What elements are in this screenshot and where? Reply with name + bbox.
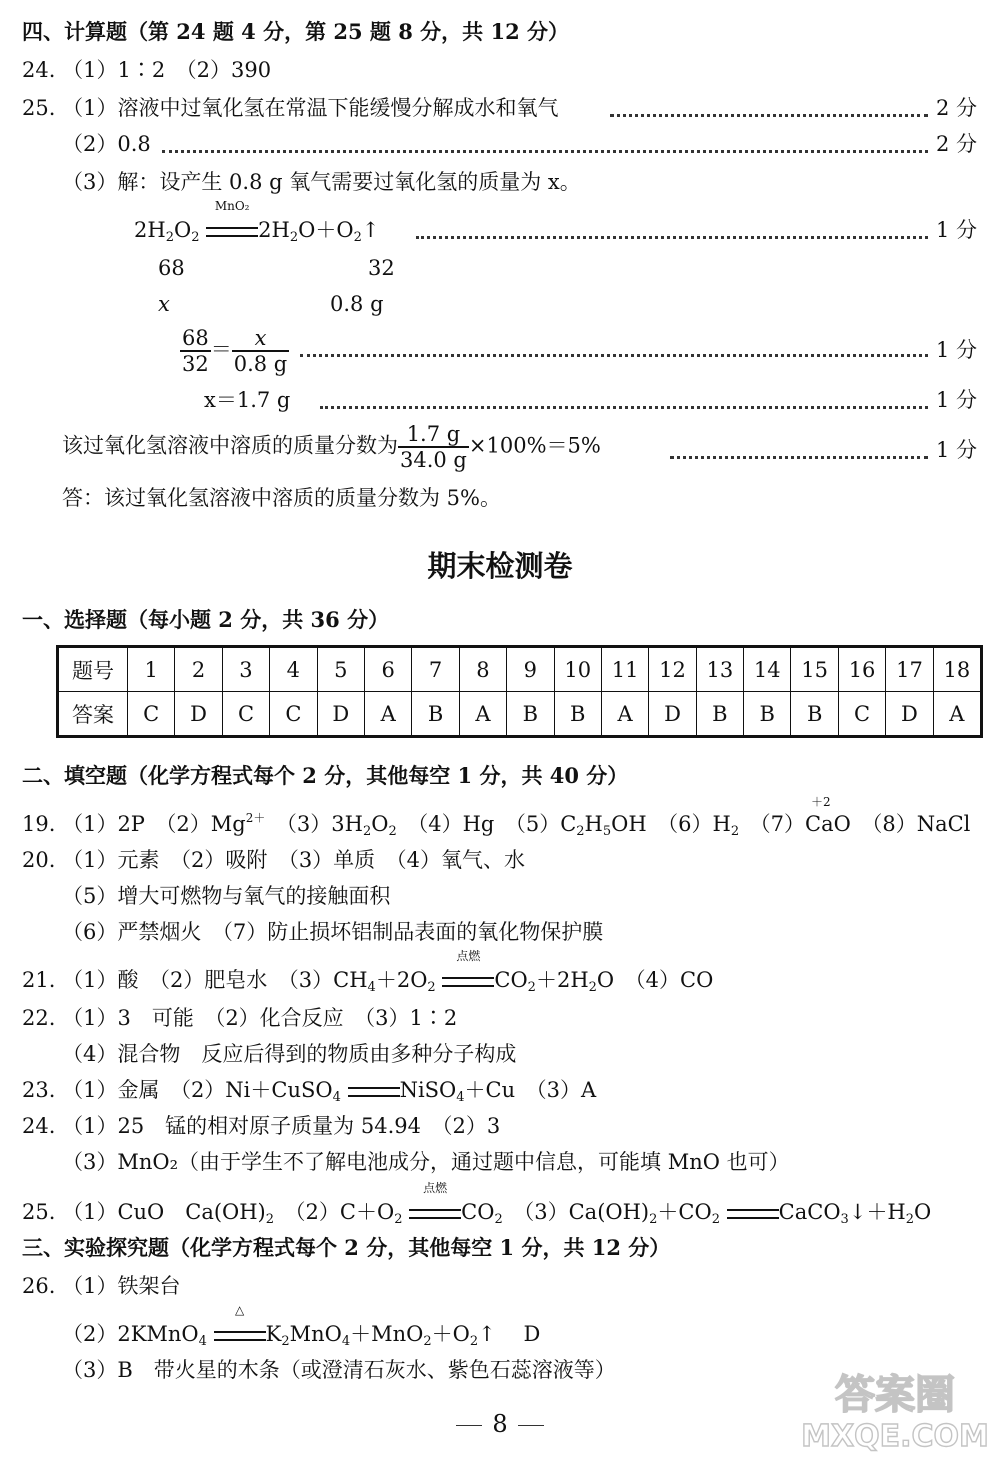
table-cell: 7 [412, 647, 459, 692]
table-cell: D [175, 692, 222, 737]
watermark-logo [797, 1364, 997, 1452]
mass-fraction-tail: ×100%＝5% [468, 433, 601, 458]
dot-leader [320, 406, 928, 409]
table-cell: 15 [791, 647, 838, 692]
table-cell: 11 [601, 647, 648, 692]
q25-part3: （3）解：设产生 0.8 g 氧气需要过氧化氢的质量为 x。 [62, 170, 581, 194]
fraction-left-numerator: 68 [182, 326, 209, 350]
q20-prefix: 20. [22, 848, 56, 872]
q26-line1 [22, 1272, 180, 1300]
q26-line2: （2）2KMnO$_4$ △ $K_2MnO_4+MnO_2+O_2↑$ D [62, 1303, 541, 1349]
section-2-header: 二、填空题（化学方程式每个 2 分，其他每空 1 分，共 40 分） [22, 763, 629, 788]
equals-sign [442, 977, 494, 987]
dot-leader [300, 354, 928, 357]
table-cell: 9 [507, 647, 554, 692]
table-cell: 16 [838, 647, 885, 692]
mass-fraction-score: 1 分 [936, 438, 978, 462]
fraction-right-numerator: x [232, 326, 290, 352]
precipitate-arrow-icon: ↓ [848, 1200, 867, 1224]
table-row-numbers [58, 647, 982, 692]
q24-prefix: 24. [22, 58, 56, 82]
fraction-left-denominator: 32 [182, 352, 209, 376]
q25b-prefix: 25. [22, 1200, 56, 1224]
watermark-top-text: 答案圈 [835, 1372, 955, 1418]
x-result-score: 1 分 [936, 388, 978, 412]
reaction-condition [727, 1198, 779, 1226]
table-cell: 18 [933, 647, 981, 692]
equals-sign [727, 1209, 779, 1219]
dot-leader [610, 114, 928, 117]
table-cell: B [791, 692, 838, 737]
decomposition-equation: $2H_2O_2$ MnO₂ $2H_2O+O_2↑$ [134, 199, 380, 245]
valence-mark: ＋2 [811, 795, 831, 809]
q24-line [22, 56, 271, 84]
q25-part1: （1）溶液中过氧化氢在常温下能缓慢分解成水和氧气 [62, 96, 559, 120]
q24b-line1 [22, 1112, 500, 1140]
q19-line: 19. （1）2P $(2)Mg^{2+}$ $(3)3H_2O_2$ （4）Hg $(5)C_2H_5OH$ $(6)H_2$ （7） ＋2 CaO （8）NaCl [22, 795, 971, 839]
table-cell: 17 [886, 647, 933, 692]
dot-leader [162, 150, 928, 153]
q20-answers-2: （5）增大可燃物与氧气的接触面积 [62, 884, 391, 908]
variable-x: x [158, 292, 170, 316]
table-cell: 2 [175, 647, 222, 692]
answer-table [56, 645, 983, 738]
q20-answers-1: （1）元素 （2）吸附 （3）单质 （4）氧气、水 [62, 848, 526, 872]
divider [518, 1425, 544, 1426]
q22-answers-2: （4）混合物 反应后得到的物质由多种分子构成 [62, 1042, 517, 1066]
fraction-left [180, 326, 211, 376]
watermark-icon [797, 1364, 997, 1452]
page-title: 期末检测卷 [427, 549, 573, 583]
table-cell: B [696, 692, 743, 737]
equation-score: 1 分 [936, 218, 978, 242]
reaction-condition [348, 1076, 400, 1104]
q25-line1 [22, 94, 558, 122]
page-number-value: 8 [492, 1410, 508, 1438]
table-cell: 3 [222, 647, 269, 692]
table-cell: A [364, 692, 411, 737]
table-cell: D [886, 692, 933, 737]
ignite-condition [409, 1181, 461, 1226]
q24b-answers-1: （1）25 锰的相对原子质量为 54.94 （2）3 [62, 1114, 501, 1138]
proportion-score: 1 分 [936, 338, 978, 362]
mass-fraction-numerator: 1.7 g [398, 422, 469, 448]
q25-part2-score: 2 分 [936, 132, 978, 156]
q26-answer-1: （1）铁架台 [62, 1274, 181, 1298]
equals-sign [206, 227, 258, 237]
fraction-right [232, 326, 290, 376]
table-header-cell: 题号 [58, 647, 128, 692]
q24-answer: （1）1∶2 （2）390 [62, 58, 272, 82]
mass-32: 32 [368, 256, 395, 280]
heat-condition [214, 1303, 266, 1348]
section-4-header: 四、计算题（第 24 题 4 分，第 25 题 8 分，共 12 分） [22, 19, 570, 44]
heat-icon: △ [235, 1303, 245, 1317]
table-cell: 1 [128, 647, 175, 692]
table-cell: B [554, 692, 601, 737]
table-cell: C [222, 692, 269, 737]
q22-answers-1: （1）3 可能 （2）化合反应 （3）1∶2 [62, 1006, 458, 1030]
table-cell: D [649, 692, 696, 737]
divider [456, 1425, 482, 1426]
mass-fraction-denominator: 34.0 g [400, 448, 467, 472]
mass-fraction-line [62, 422, 601, 472]
q24b-answers-2: （3）MnO₂（由于学生不了解电池成分，通过题中信息，可能填 MnO 也可） [62, 1150, 790, 1174]
q23-line: 23. （1）金属 （2）Ni＋CuSO$_4$ NiSO$_4$＋Cu （3）A [22, 1078, 597, 1105]
q26-answer-3: （3）B 带火星的木条（或澄清石灰水、紫色石蕊溶液等） [62, 1358, 616, 1382]
table-cell: B [744, 692, 791, 737]
table-cell: 8 [459, 647, 506, 692]
equals-sign [214, 1331, 266, 1341]
mass-fraction [398, 422, 469, 472]
table-cell: 14 [744, 647, 791, 692]
dot-leader [670, 456, 928, 459]
q21-prefix: 21. [22, 968, 56, 992]
equals-sign [409, 1209, 461, 1219]
mass-0-8g: 0.8 g [330, 292, 384, 316]
fraction-right-denominator: 0.8 g [233, 352, 288, 376]
catalyst-condition [206, 199, 258, 244]
table-cell: C [838, 692, 885, 737]
table-cell: 4 [270, 647, 317, 692]
q20-answers-3: （6）严禁烟火 （7）防止损坏铝制品表面的氧化物保护膜 [62, 920, 604, 944]
q22-line1 [22, 1004, 457, 1032]
final-answer: 答：该过氧化氢溶液中溶质的质量分数为 5%。 [62, 486, 501, 510]
q25-part2: （2）0.8 [62, 132, 151, 156]
mass-fraction-text: 该过氧化氢溶液中溶质的质量分数为 [62, 433, 398, 458]
table-cell: B [412, 692, 459, 737]
table-cell: 10 [554, 647, 601, 692]
q23-prefix: 23. [22, 1078, 56, 1102]
table-cell: B [507, 692, 554, 737]
q25-prefix: 25. [22, 96, 56, 120]
gas-arrow-icon: ↑ [361, 218, 380, 242]
table-cell: A [601, 692, 648, 737]
section-1-header: 一、选择题（每小题 2 分，共 36 分） [22, 607, 390, 632]
table-cell: A [933, 692, 981, 737]
x-result: x＝1.7 g [204, 388, 291, 412]
table-row-answers [58, 692, 982, 737]
table-header-cell: 答案 [58, 692, 128, 737]
ignite-condition [442, 949, 494, 994]
q25b-line: 25. （1）CuO $Ca(OH)_2$ $(2)C+O_2$ 点燃 $CO_2$ $(3)Ca(OH)_2+CO_2$ $CaCO_3↓+H_2O$ [22, 1181, 932, 1227]
table-cell: 12 [649, 647, 696, 692]
q26-prefix: 26. [22, 1274, 56, 1298]
ignite-label: 点燃 [423, 1181, 448, 1195]
mass-68: 68 [158, 256, 185, 280]
equals-sign [348, 1087, 400, 1097]
section-3-header: 三、实验探究题（化学方程式每个 2 分，其他每空 1 分，共 12 分） [22, 1235, 671, 1260]
table-cell: A [459, 692, 506, 737]
gas-arrow-icon: ↑ [478, 1322, 496, 1346]
table-cell: 13 [696, 647, 743, 692]
dot-leader [416, 236, 928, 239]
q21-line: 21. （1）酸 （2）肥皂水 $(3)CH_4+2O_2$ 点燃 $CO_2+2H_2O$ （4）CO [22, 949, 714, 995]
watermark-bottom-text: MXQE.COM [801, 1419, 989, 1452]
q24b-prefix: 24. [22, 1114, 56, 1138]
q22-prefix: 22. [22, 1006, 56, 1030]
q19-prefix: 19. [22, 812, 56, 836]
table-cell: D [317, 692, 364, 737]
proportion-equation: $\frac{68}{32}$ ＝ $\frac{x}{0.8 g}$ [182, 326, 288, 376]
table-cell: C [128, 692, 175, 737]
table-cell: 5 [317, 647, 364, 692]
ignite-label: 点燃 [456, 949, 481, 963]
catalyst-label: MnO₂ [214, 199, 250, 213]
q20-line1 [22, 846, 525, 874]
q25-part1-score: 2 分 [936, 96, 978, 120]
table-cell: 6 [364, 647, 411, 692]
table-cell: C [270, 692, 317, 737]
